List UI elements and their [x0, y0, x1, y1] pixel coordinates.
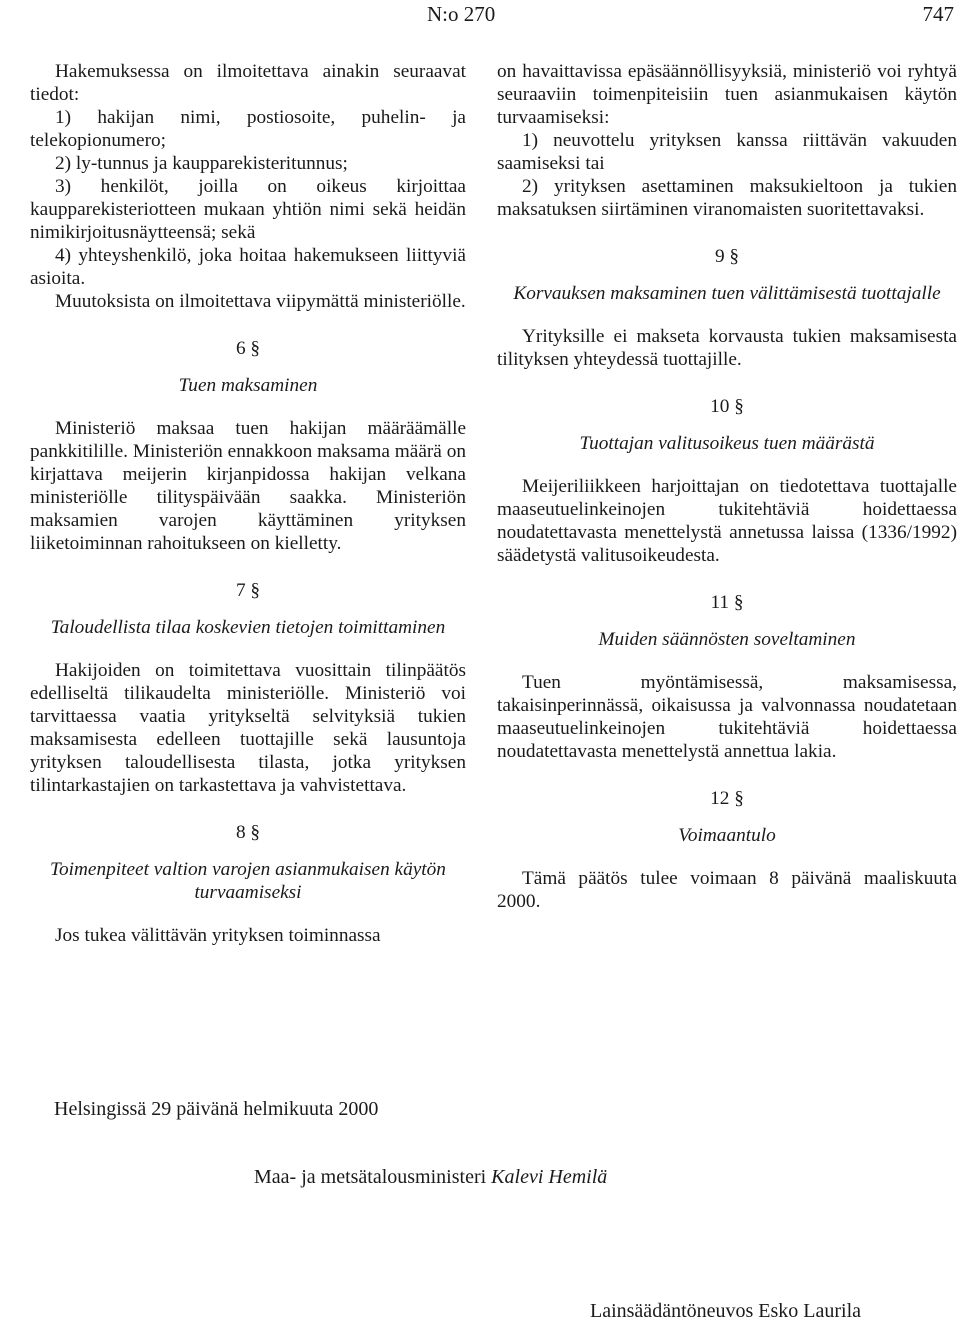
paragraph: Muutoksista on ilmoitettava viipymättä ministeriölle. — [55, 291, 466, 312]
list-item: 2) ly-tunnus ja kaupparekisteritunnus; — [55, 153, 348, 174]
paragraph: on havaittavissa epäsäännöllisyyksiä, ministeriö voi ryhtyä seuraaviin toimenpiteisiin tuen asianmukaisen käytön turvaamiseksi: — [497, 61, 957, 128]
minister-title: Maa- ja metsätalousministeri — [254, 1166, 487, 1188]
section-title-12: Voimaantulo — [678, 825, 776, 846]
section-text-8: Jos tukea välittävän yrityksen toiminnassa — [55, 925, 381, 946]
section-number-8: 8 § — [235, 822, 261, 843]
list-item: 4) yhteyshenkilö, joka hoitaa hakemukseen liittyviä asioita. — [30, 245, 466, 289]
right-column — [497, 60, 957, 913]
place-and-date: Helsingissä 29 päivänä helmikuuta 2000 — [54, 1098, 379, 1120]
advisor-signature: Lainsäädäntöneuvos Esko Laurila — [590, 1300, 862, 1322]
section-title-6: Tuen maksaminen — [178, 375, 318, 396]
section-number-9: 9 § — [714, 246, 740, 267]
section-text-12: Tämä päätös tulee voimaan 8 päivänä maaliskuuta 2000. — [497, 868, 957, 912]
section-number-7: 7 § — [235, 580, 261, 601]
section-title-9: Korvauksen maksaminen tuen välittämisestä tuottajalle — [513, 283, 941, 304]
list-item: 2) yrityksen asettaminen maksukieltoon ja tukien maksatuksen siirtäminen viranomaisten suoritettavaksi. — [497, 176, 957, 220]
section-number-10: 10 § — [710, 396, 744, 417]
section-text-7: Hakijoiden on toimitettava vuosittain tilinpäätös edelliseltä tilikaudelta ministeriölle. Ministeriö voi tarvittaessa vaatia yritykseltä selvityksiä tukien maksamisesta edelleen tuottajille sekä lausuntoja yrityksen taloudellisesta tilasta, jotka yrityksen tilintarkastajien on tarkastettava ja vahvistettava. — [30, 660, 466, 796]
section-text-10: Meijeriliikkeen harjoittajan on tiedotettava tuottajalle maaseutuelinkeinojen tukitehtäviä hoidettaessa noudatettavasta menettelystä annetussa laissa (1336/1992) säädetystä valitusoikeudesta. — [497, 476, 957, 566]
list-item: 1) hakijan nimi, postiosoite, puhelin- ja telekopionumero; — [30, 107, 466, 151]
section-number-11: 11 § — [710, 592, 744, 613]
section-title-8: Toimenpiteet valtion varojen asianmukaisen käytön turvaamiseksi — [50, 859, 446, 903]
left-column — [30, 60, 466, 947]
section-number-12: 12 § — [710, 788, 744, 809]
list-item: 3) henkilöt, joilla on oikeus kirjoittaa kaupparekisteriotteen mukaan yhtiön nimi sekä heidän nimikirjoitusnäytteensä; sekä — [30, 176, 466, 243]
section-number-6: 6 § — [235, 338, 261, 359]
minister-name: Kalevi Hemilä — [491, 1166, 608, 1188]
section-text-11: Tuen myöntämisessä, maksamisessa, takaisinperinnässä, oikaisussa ja valvonnassa noudatetaan maaseutuelinkeinojen tukitehtäviä hoidettaessa noudatettavasta menettelystä annettua lakia. — [497, 672, 957, 762]
section-title-7: Taloudellista tilaa koskevien tietojen toimittaminen — [50, 617, 446, 638]
page-number: 747 — [922, 2, 954, 26]
section-text-9: Yrityksille ei makseta korvausta tukien maksamisesta tilityksen yhteydessä tuottajille. — [497, 326, 957, 370]
section-title-11: Muiden säännösten soveltaminen — [598, 629, 856, 650]
section-title-10: Tuottajan valitusoikeus tuen määrästä — [579, 433, 875, 454]
minister-signature — [254, 1166, 607, 1189]
list-item: 1) neuvottelu yrityksen kanssa riittävän vakuuden saamiseksi tai — [497, 130, 957, 174]
section-text-6: Ministeriö maksaa tuen hakijan määräämälle pankkitilille. Ministeriön ennakkoon maksama määrä on kirjattava meijerin kirjanpidossa hakijan velkana ministeriölle tilityspäivään saakka. Ministeriön maksamien varojen käyttäminen yrityksen liiketoiminnan rahoitukseen on kielletty. — [30, 418, 466, 554]
paragraph: Hakemuksessa on ilmoitettava ainakin seuraavat tiedot: — [30, 61, 466, 105]
gazette-number: N:o 270 — [427, 2, 496, 26]
